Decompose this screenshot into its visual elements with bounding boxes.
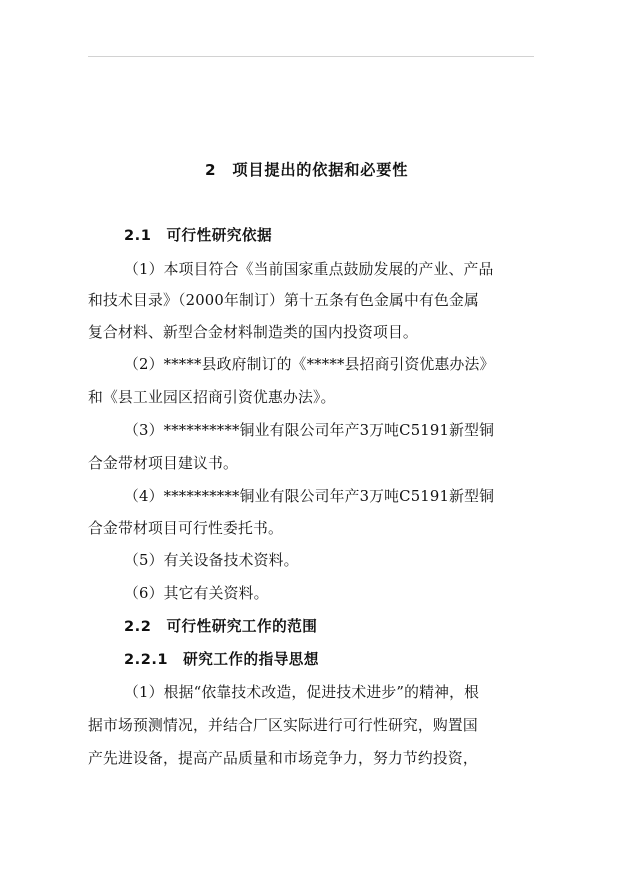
basis-item-3-line-1: （3）**********铜业有限公司年产3万吨C5191新型铜 bbox=[124, 422, 495, 439]
basis-item-2-line-1: （2）*****县政府制订的《*****县招商引资优惠办法》 bbox=[124, 356, 495, 373]
chapter-title: 2 项目提出的依据和必要性 bbox=[205, 161, 409, 179]
basis-item-1-line-1: （1）本项目符合《当前国家重点鼓励发展的产业、产品 bbox=[124, 261, 494, 278]
basis-item-5: （5）有关设备技术资料。 bbox=[124, 552, 299, 569]
guiding-thought-line-1: （1）根据“依靠技术改造，促进技术进步”的精神，根 bbox=[124, 684, 480, 701]
header-rule bbox=[88, 56, 534, 57]
basis-item-6: （6）其它有关资料。 bbox=[124, 585, 269, 602]
guiding-thought-line-2: 据市场预测情况，并结合厂区实际进行可行性研究，购置国 bbox=[88, 717, 478, 734]
basis-item-4-line-2: 合金带材项目可行性委托书。 bbox=[88, 520, 283, 537]
basis-item-1-line-2: 和技术目录》（2000年制订）第十五条有色金属中有色金属 bbox=[88, 292, 479, 309]
basis-item-2-line-2: 和《县工业园区招商引资优惠办法》。 bbox=[88, 389, 336, 406]
basis-item-4-line-1: （4）**********铜业有限公司年产3万吨C5191新型铜 bbox=[124, 488, 495, 505]
basis-item-1-line-3: 复合材料、新型合金材料制造类的国内投资项目。 bbox=[88, 324, 418, 341]
basis-item-3-line-2: 合金带材项目建议书。 bbox=[88, 455, 238, 472]
section-heading-2-1: 2.1 可行性研究依据 bbox=[124, 227, 273, 244]
guiding-thought-line-3: 产先进设备，提高产品质量和市场竞争力，努力节约投资， bbox=[88, 750, 478, 767]
section-heading-2-2: 2.2 可行性研究工作的范围 bbox=[124, 618, 318, 635]
subsection-heading-2-2-1: 2.2.1 研究工作的指导思想 bbox=[124, 651, 319, 668]
